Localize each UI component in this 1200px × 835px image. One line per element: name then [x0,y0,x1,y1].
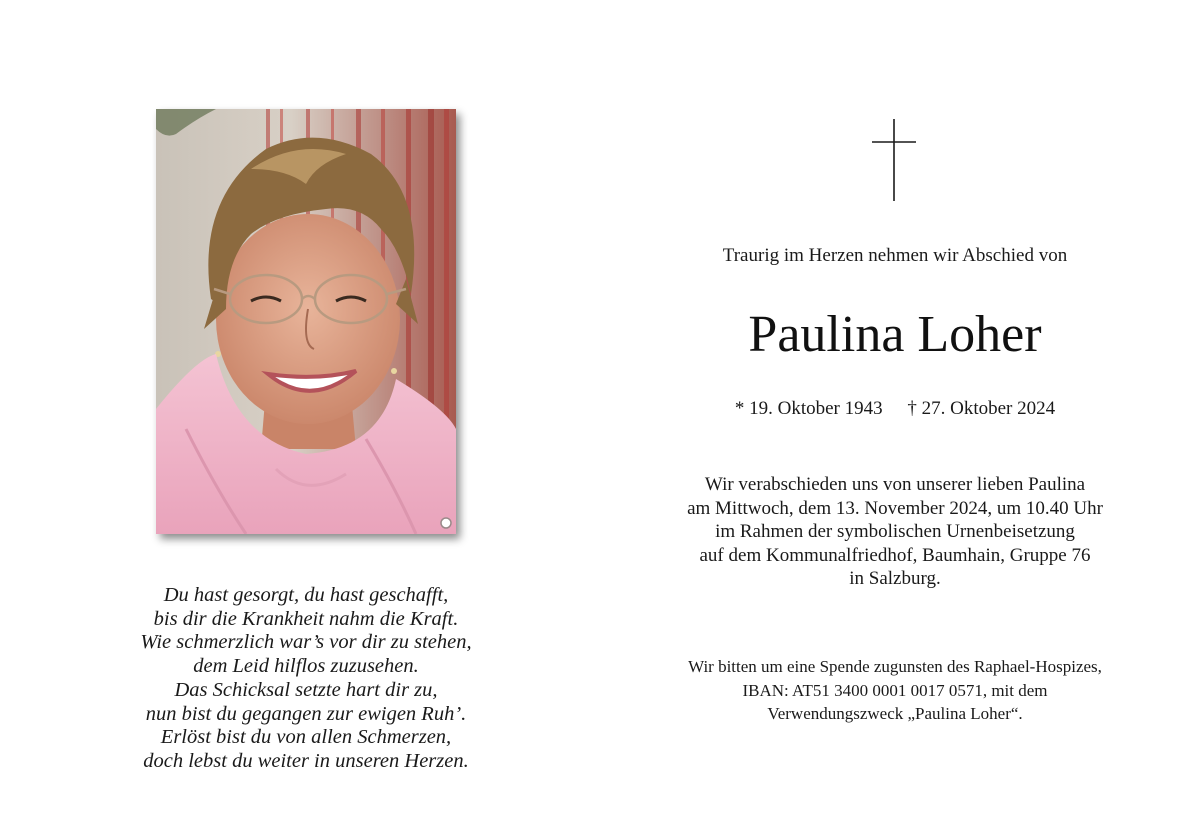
life-dates [600,398,1190,420]
poem-line: Erlöst bist du von allen Schmerzen, [160,726,452,749]
portrait-photo [156,109,456,534]
intro-text: Traurig im Herzen nehmen wir Abschied von [722,245,1068,266]
poem-line: doch lebst du weiter in unseren Herzen. [143,749,469,772]
portrait-illustration [156,109,456,534]
poem-line: bis dir die Krankheit nahm die Kraft. [153,607,459,630]
donation-line: Verwendungszweck „Paulina Loher“. [767,704,1023,723]
death-date: † 27. Oktober 2024 [907,398,1056,419]
ceremony-line: auf dem Kommunalfriedhof, Baumhain, Gruppe 76 [699,544,1091,566]
ceremony-line: am Mittwoch, dem 13. November 2024, um 10.40 Uhr [687,497,1103,519]
deceased-name: Paulina Loher [748,306,1042,363]
poem-line: Du hast gesorgt, du hast geschafft, [163,584,449,606]
ceremony-line: Wir verabschieden uns von unserer lieben Paulina [704,474,1086,495]
donation-line: Wir bitten um eine Spende zugunsten des Raphael-Hospizes, [688,657,1102,676]
poem-line: Das Schicksal setzte hart dir zu, [174,678,438,701]
ceremony-line: im Rahmen der symbolischen Urnenbeisetzung [715,521,1075,542]
poem-line: Wie schmerzlich war’s vor dir zu stehen, [140,631,472,654]
poem-line: nun bist du gegangen zur ewigen Ruh’. [145,702,467,725]
donation-line: IBAN: AT51 3400 0001 0017 0571, mit dem [742,680,1048,700]
ceremony-details [600,473,1190,591]
birth-date: * 19. Oktober 1943 [734,398,883,419]
memorial-poem [100,584,512,774]
poem-line: dem Leid hilflos zuzusehen. [193,655,419,678]
cross-icon [872,119,916,201]
ceremony-line: in Salzburg. [849,568,941,589]
donation-request [600,655,1190,726]
